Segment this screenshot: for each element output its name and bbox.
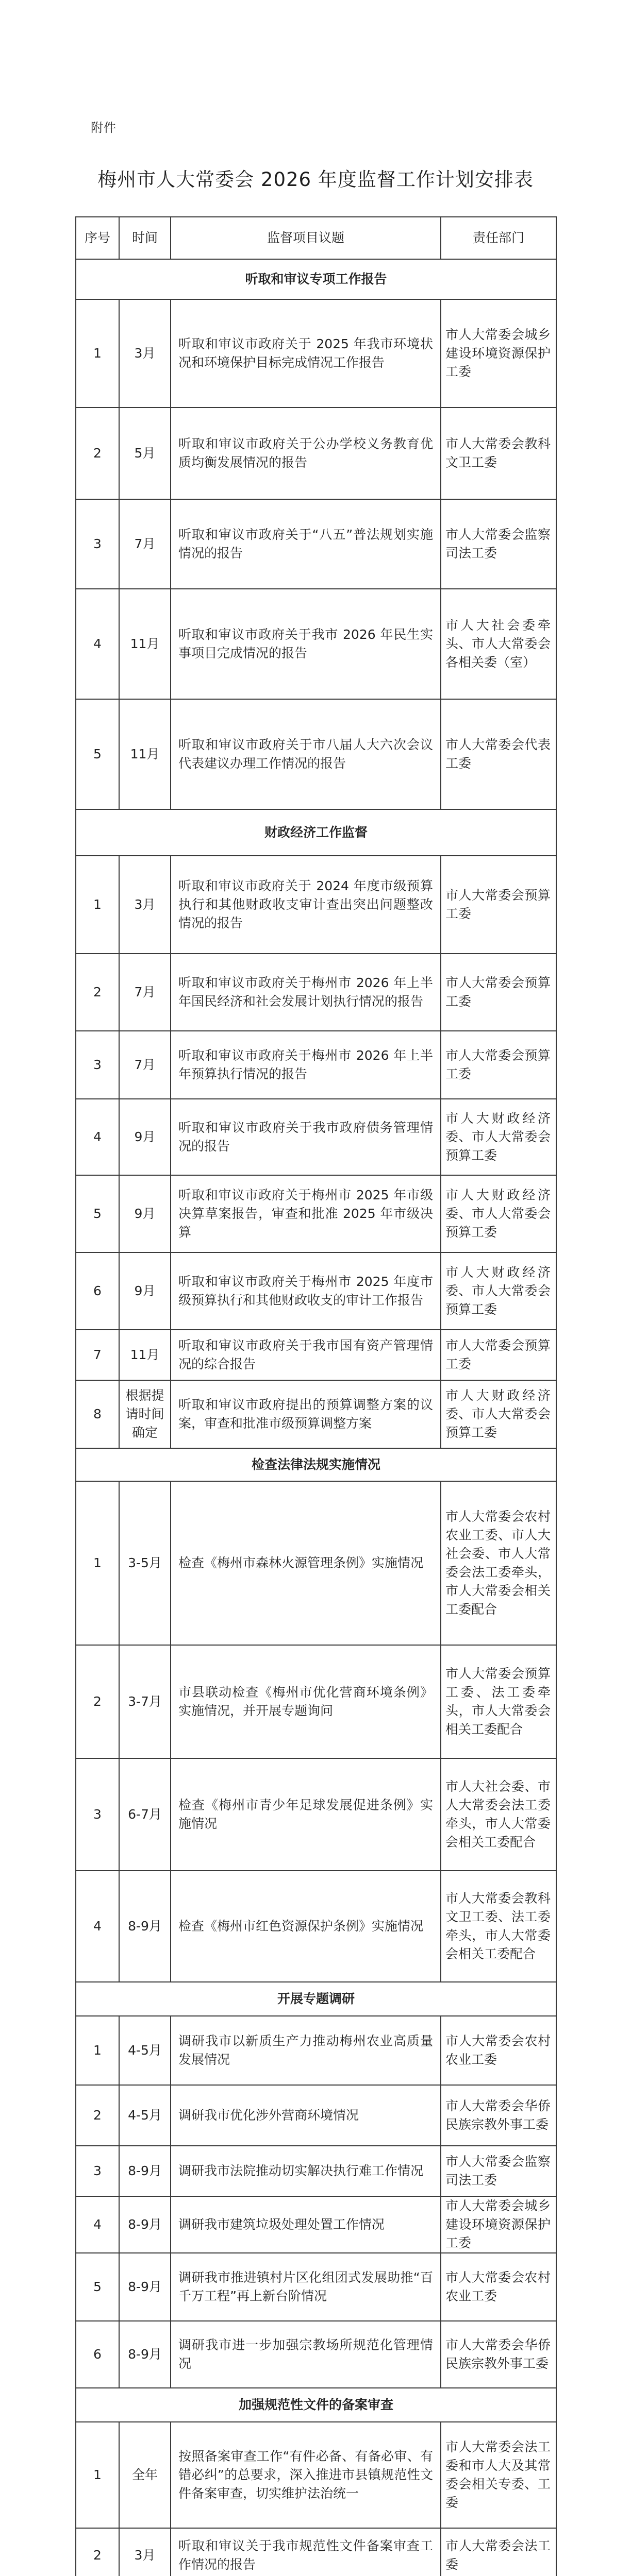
header-dept: 责任部门 — [441, 217, 556, 259]
row-number: 4 — [76, 589, 119, 699]
row-time: 11月 — [119, 699, 171, 809]
row-time: 3月 — [119, 856, 171, 954]
row-time: 6-7月 — [119, 1758, 171, 1871]
table-row — [76, 2146, 556, 2196]
section-header-row — [76, 1982, 556, 2016]
row-topic: 检查《梅州市森林火源管理条例》实施情况 — [171, 1481, 441, 1645]
row-time: 4-5月 — [119, 2016, 171, 2085]
row-number: 1 — [76, 2422, 119, 2528]
row-time: 8-9月 — [119, 2146, 171, 2196]
row-time: 根据提请时间确定 — [119, 1380, 171, 1448]
header-time: 时间 — [119, 217, 171, 259]
row-topic: 听取和审议市政府关于 2025 年我市环境状况和环境保护目标完成情况工作报告 — [171, 299, 441, 408]
row-dept: 市人大常委会预算工委 — [441, 856, 556, 954]
row-dept: 市人大常委会代表工委 — [441, 699, 556, 809]
row-time: 8-9月 — [119, 2253, 171, 2321]
row-topic: 听取和审议市政府关于梅州市 2025 年市级决算草案报告，审查和批准 2025 年市级决算 — [171, 1175, 441, 1252]
section-header-row — [76, 1448, 556, 1481]
table-row — [76, 1330, 556, 1380]
table-row — [76, 699, 556, 809]
row-time: 3月 — [119, 299, 171, 408]
section-title: 听取和审议专项工作报告 — [76, 259, 556, 299]
row-dept: 市人大财政经济委、市人大常委会预算工委 — [441, 1099, 556, 1175]
row-number: 5 — [76, 1175, 119, 1252]
section-title: 加强规范性文件的备案审查 — [76, 2388, 556, 2422]
row-time: 9月 — [119, 1175, 171, 1252]
row-topic: 市县联动检查《梅州市优化营商环境条例》实施情况，并开展专题询问 — [171, 1645, 441, 1758]
row-number: 5 — [76, 2253, 119, 2321]
row-topic: 听取和审议市政府关于我市国有资产管理情况的综合报告 — [171, 1330, 441, 1380]
row-time: 8-9月 — [119, 2321, 171, 2388]
section-header-row — [76, 2388, 556, 2422]
table-row — [76, 2196, 556, 2253]
row-topic: 按照备案审查工作“有件必备、有备必审、有错必纠”的总要求，深入推进市县镇规范性文件备案审查，切实维护法治统一 — [171, 2422, 441, 2528]
row-topic: 听取和审议市政府关于我市 2026 年民生实事项目完成情况的报告 — [171, 589, 441, 699]
row-number: 8 — [76, 1380, 119, 1448]
row-time: 5月 — [119, 408, 171, 499]
row-dept: 市人大社会委、市人大常委会法工委牵头，市人大常委会相关工委配合 — [441, 1758, 556, 1871]
row-dept: 市人大常委会教科文卫工委、法工委牵头，市人大常委会相关工委配合 — [441, 1871, 556, 1982]
row-dept: 市人大常委会华侨民族宗教外事工委 — [441, 2321, 556, 2388]
table-row — [76, 1380, 556, 1448]
row-dept: 市人大常委会预算工委 — [441, 954, 556, 1031]
table-row — [76, 954, 556, 1031]
row-dept: 市人大财政经济委、市人大常委会预算工委 — [441, 1175, 556, 1252]
row-number: 4 — [76, 1871, 119, 1982]
row-time: 3月 — [119, 2528, 171, 2576]
supervision-plan-table — [75, 216, 557, 2576]
row-time: 7月 — [119, 1031, 171, 1099]
table-body — [76, 259, 556, 2576]
row-number: 3 — [76, 499, 119, 589]
row-number: 1 — [76, 856, 119, 954]
row-number: 1 — [76, 299, 119, 408]
row-topic: 检查《梅州市红色资源保护条例》实施情况 — [171, 1871, 441, 1982]
row-time: 8-9月 — [119, 2196, 171, 2253]
table-row — [76, 2528, 556, 2576]
row-topic: 听取和审议市政府关于市八届人大六次会议代表建议办理工作情况的报告 — [171, 699, 441, 809]
row-number: 6 — [76, 1252, 119, 1330]
section-header-row — [76, 809, 556, 856]
section-title: 财政经济工作监督 — [76, 809, 556, 856]
row-dept: 市人大常委会预算工委 — [441, 1031, 556, 1099]
row-dept: 市人大常委会城乡建设环境资源保护工委 — [441, 2196, 556, 2253]
row-time: 8-9月 — [119, 1871, 171, 1982]
row-time: 3-7月 — [119, 1645, 171, 1758]
row-topic: 调研我市法院推动切实解决执行难工作情况 — [171, 2146, 441, 2196]
row-topic: 听取和审议关于我市规范性文件备案审查工作情况的报告 — [171, 2528, 441, 2576]
table-row — [76, 2422, 556, 2528]
row-number: 3 — [76, 2146, 119, 2196]
row-time: 11月 — [119, 1330, 171, 1380]
row-dept: 市人大常委会农村农业工委、市人大社会委、市人大常委会法工委牵头，市人大常委会相关工委配合 — [441, 1481, 556, 1645]
section-header-row — [76, 259, 556, 299]
table-row — [76, 2085, 556, 2146]
row-time: 全年 — [119, 2422, 171, 2528]
row-dept: 市人大常委会教科文卫工委 — [441, 408, 556, 499]
table-row — [76, 1031, 556, 1099]
row-number: 4 — [76, 1099, 119, 1175]
row-time: 4-5月 — [119, 2085, 171, 2146]
table-row — [76, 856, 556, 954]
section-title: 检查法律法规实施情况 — [76, 1448, 556, 1481]
row-topic: 听取和审议市政府关于梅州市 2025 年度市级预算执行和其他财政收支的审计工作报告 — [171, 1252, 441, 1330]
row-dept: 市人大社会委牵头、市人大常委会各相关委（室） — [441, 589, 556, 699]
row-dept: 市人大常委会农村农业工委 — [441, 2016, 556, 2085]
row-topic: 听取和审议市政府关于梅州市 2026 年上半年预算执行情况的报告 — [171, 1031, 441, 1099]
header-no: 序号 — [76, 217, 119, 259]
row-time: 3-5月 — [119, 1481, 171, 1645]
table-header-row — [76, 217, 556, 259]
row-topic: 听取和审议市政府关于梅州市 2026 年上半年国民经济和社会发展计划执行情况的报告 — [171, 954, 441, 1031]
table-row — [76, 1645, 556, 1758]
row-topic: 调研我市推进镇村片区化组团式发展助推“百千万工程”再上新台阶情况 — [171, 2253, 441, 2321]
row-number: 6 — [76, 2321, 119, 2388]
header-topic: 监督项目议题 — [171, 217, 441, 259]
row-dept: 市人大常委会城乡建设环境资源保护工委 — [441, 299, 556, 408]
row-number: 2 — [76, 2085, 119, 2146]
page-title: 梅州市人大常委会 2026 年度监督工作计划安排表 — [97, 168, 534, 191]
row-topic: 听取和审议市政府关于我市政府债务管理情况的报告 — [171, 1099, 441, 1175]
section-title: 开展专题调研 — [76, 1982, 556, 2016]
row-topic: 调研我市建筑垃圾处理处置工作情况 — [171, 2196, 441, 2253]
row-number: 5 — [76, 699, 119, 809]
table-row — [76, 1175, 556, 1252]
row-dept: 市人大常委会法工委 — [441, 2528, 556, 2576]
row-topic: 听取和审议市政府提出的预算调整方案的议案，审查和批准市级预算调整方案 — [171, 1380, 441, 1448]
row-topic: 调研我市优化涉外营商环境情况 — [171, 2085, 441, 2146]
table-row — [76, 499, 556, 589]
table-row — [76, 408, 556, 499]
row-time: 7月 — [119, 499, 171, 589]
table-row — [76, 1871, 556, 1982]
row-dept: 市人大常委会法工委和市人大及其常委会相关专委、工委 — [441, 2422, 556, 2528]
row-dept: 市人大常委会监察司法工委 — [441, 499, 556, 589]
row-dept: 市人大常委会预算工委 — [441, 1330, 556, 1380]
row-number: 2 — [76, 408, 119, 499]
row-topic: 调研我市进一步加强宗教场所规范化管理情况 — [171, 2321, 441, 2388]
table-row — [76, 1758, 556, 1871]
row-topic: 听取和审议市政府关于公办学校义务教育优质均衡发展情况的报告 — [171, 408, 441, 499]
row-dept: 市人大常委会华侨民族宗教外事工委 — [441, 2085, 556, 2146]
table-row — [76, 2253, 556, 2321]
row-topic: 听取和审议市政府关于 2024 年度市级预算执行和其他财政收支审计查出突出问题整改情况的报告 — [171, 856, 441, 954]
row-number: 7 — [76, 1330, 119, 1380]
row-number: 1 — [76, 2016, 119, 2085]
table-row — [76, 1252, 556, 1330]
table-row — [76, 2321, 556, 2388]
row-number: 2 — [76, 1645, 119, 1758]
row-topic: 听取和审议市政府关于“八五”普法规划实施情况的报告 — [171, 499, 441, 589]
row-number: 3 — [76, 1758, 119, 1871]
table-row — [76, 1481, 556, 1645]
row-dept: 市人大财政经济委、市人大常委会预算工委 — [441, 1252, 556, 1330]
table-row — [76, 2016, 556, 2085]
row-dept: 市人大常委会监察司法工委 — [441, 2146, 556, 2196]
row-topic: 检查《梅州市青少年足球发展促进条例》实施情况 — [171, 1758, 441, 1871]
row-dept: 市人大财政经济委、市人大常委会预算工委 — [441, 1380, 556, 1448]
row-dept: 市人大常委会预算工委、法工委牵头，市人大常委会相关工委配合 — [441, 1645, 556, 1758]
row-topic: 调研我市以新质生产力推动梅州农业高质量发展情况 — [171, 2016, 441, 2085]
row-number: 3 — [76, 1031, 119, 1099]
table-row — [76, 299, 556, 408]
row-dept: 市人大常委会农村农业工委 — [441, 2253, 556, 2321]
row-number: 2 — [76, 2528, 119, 2576]
row-number: 2 — [76, 954, 119, 1031]
table-row — [76, 589, 556, 699]
table-row — [76, 1099, 556, 1175]
row-time: 11月 — [119, 589, 171, 699]
attachment-label: 附件 — [91, 121, 117, 135]
row-time: 9月 — [119, 1099, 171, 1175]
row-time: 9月 — [119, 1252, 171, 1330]
row-time: 7月 — [119, 954, 171, 1031]
row-number: 1 — [76, 1481, 119, 1645]
row-number: 4 — [76, 2196, 119, 2253]
